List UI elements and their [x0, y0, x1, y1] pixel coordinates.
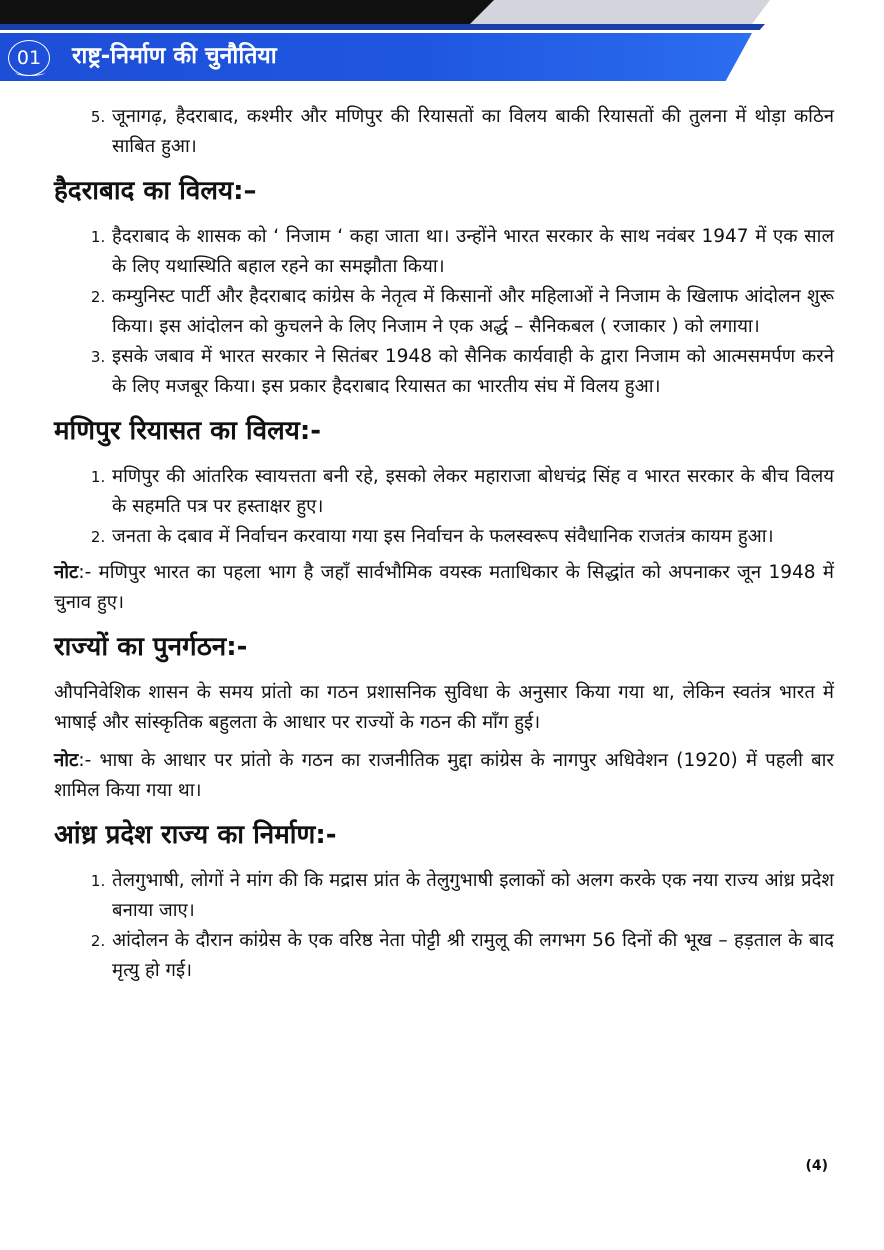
page-content — [54, 102, 834, 986]
list-item: 2. आंदोलन के दौरान कांग्रेस के एक वरिष्ठ नेता पोट्टी श्री रामुलू की लगभग 56 दिनों की भूख – हड़ताल के बाद मृत्यु हो गई। — [110, 926, 834, 986]
manipur-list — [54, 462, 834, 552]
andhra-list — [54, 866, 834, 986]
list-item: 2. जनता के दबाव में निर्वाचन करवाया गया इस निर्वाचन के फलस्वरूप संवैधानिक राजतंत्र कायम हुआ। — [110, 522, 834, 552]
list-item: 1. हैदराबाद के शासक को ‘ निजाम ‘ कहा जाता था। उन्होंने भारत सरकार के साथ नवंबर 1947 में एक साल के लिए यथास्थिति बहाल रहने का समझौता किया। — [110, 222, 834, 282]
chapter-header — [0, 0, 884, 84]
chapter-number-badge: 01 — [8, 40, 50, 76]
note-text: :- भाषा के आधार पर प्रांतो के गठन का राजनीतिक मुद्दा कांग्रेस के नागपुर अधिवेशन (1920) में पहली बार शामिल किया गया था। — [54, 750, 834, 801]
section-heading-hyderabad: हैदराबाद का विलय:– — [54, 176, 257, 206]
note-label: नोट — [54, 562, 79, 583]
section-heading-reorganisation: राज्यों का पुनर्गठन:- — [54, 632, 248, 662]
list-item: 1. मणिपुर की आंतरिक स्वायत्तता बनी रहे, इसको लेकर महाराजा बोधचंद्र सिंह व भारत सरकार के बीच विलय के सहमति पत्र पर हस्ताक्षर हुए। — [110, 462, 834, 522]
header-dark-stripe — [0, 0, 505, 24]
chapter-title: राष्ट्र-निर्माण की चुनौतिया — [72, 43, 277, 69]
section-heading-manipur: मणिपुर रियासत का विलय:- — [54, 416, 322, 446]
note-label: नोट — [54, 750, 79, 771]
intro-list — [54, 102, 834, 162]
hyderabad-list — [54, 222, 834, 402]
header-grey-stripe — [470, 0, 770, 24]
list-item: 2. कम्युनिस्ट पार्टी और हैदराबाद कांग्रेस के नेतृत्व में किसानों और महिलाओं ने निजाम के खिलाफ आंदोलन शुरू किया। इस आंदोलन को कुचलने के लिए निजाम ने एक अर्द्ध – सैनिकबल ( रजाकार ) को लगाया। — [110, 282, 834, 342]
manipur-note — [54, 558, 834, 618]
list-item: 3. इसके जबाव में भारत सरकार ने सितंबर 1948 को सैनिक कार्यवाही के द्वारा निजाम को आत्मसमर्पण करने के लिए मजबूर किया। इस प्रकार हैदराबाद रियासत का भारतीय संघ में विलय हुआ। — [110, 342, 834, 402]
list-item: 1. तेलगुभाषी, लोगों ने मांग की कि मद्रास प्रांत के तेलुगुभाषी इलाकों को अलग करके एक नया राज्य आंध्र प्रदेश बनाया जाए। — [110, 866, 834, 926]
section-heading-andhra: आंध्र प्रदेश राज्य का निर्माण:- — [54, 820, 337, 850]
header-thin-blue-stripe — [0, 24, 765, 30]
note-text: :- मणिपुर भारत का पहला भाग है जहाँ सार्वभौमिक वयस्क मताधिकार के सिद्धांत को अपनाकर जून 1948 में चुनाव हुए। — [54, 562, 834, 613]
reorganisation-note — [54, 746, 834, 806]
page-number: (4) — [805, 1158, 828, 1174]
list-item: 5. जूनागढ़, हैदराबाद, कश्मीर और मणिपुर की रियासतों का विलय बाकी रियासतों की तुलना में थोड़ा कठिन साबित हुआ। — [110, 102, 834, 162]
reorganisation-paragraph: औपनिवेशिक शासन के समय प्रांतो का गठन प्रशासनिक सुविधा के अनुसार किया गया था, लेकिन स्वतंत्र भारत में भाषाई और सांस्कृतिक बहुलता के आधार पर राज्यों के गठन की माँग हुई। — [54, 682, 834, 733]
